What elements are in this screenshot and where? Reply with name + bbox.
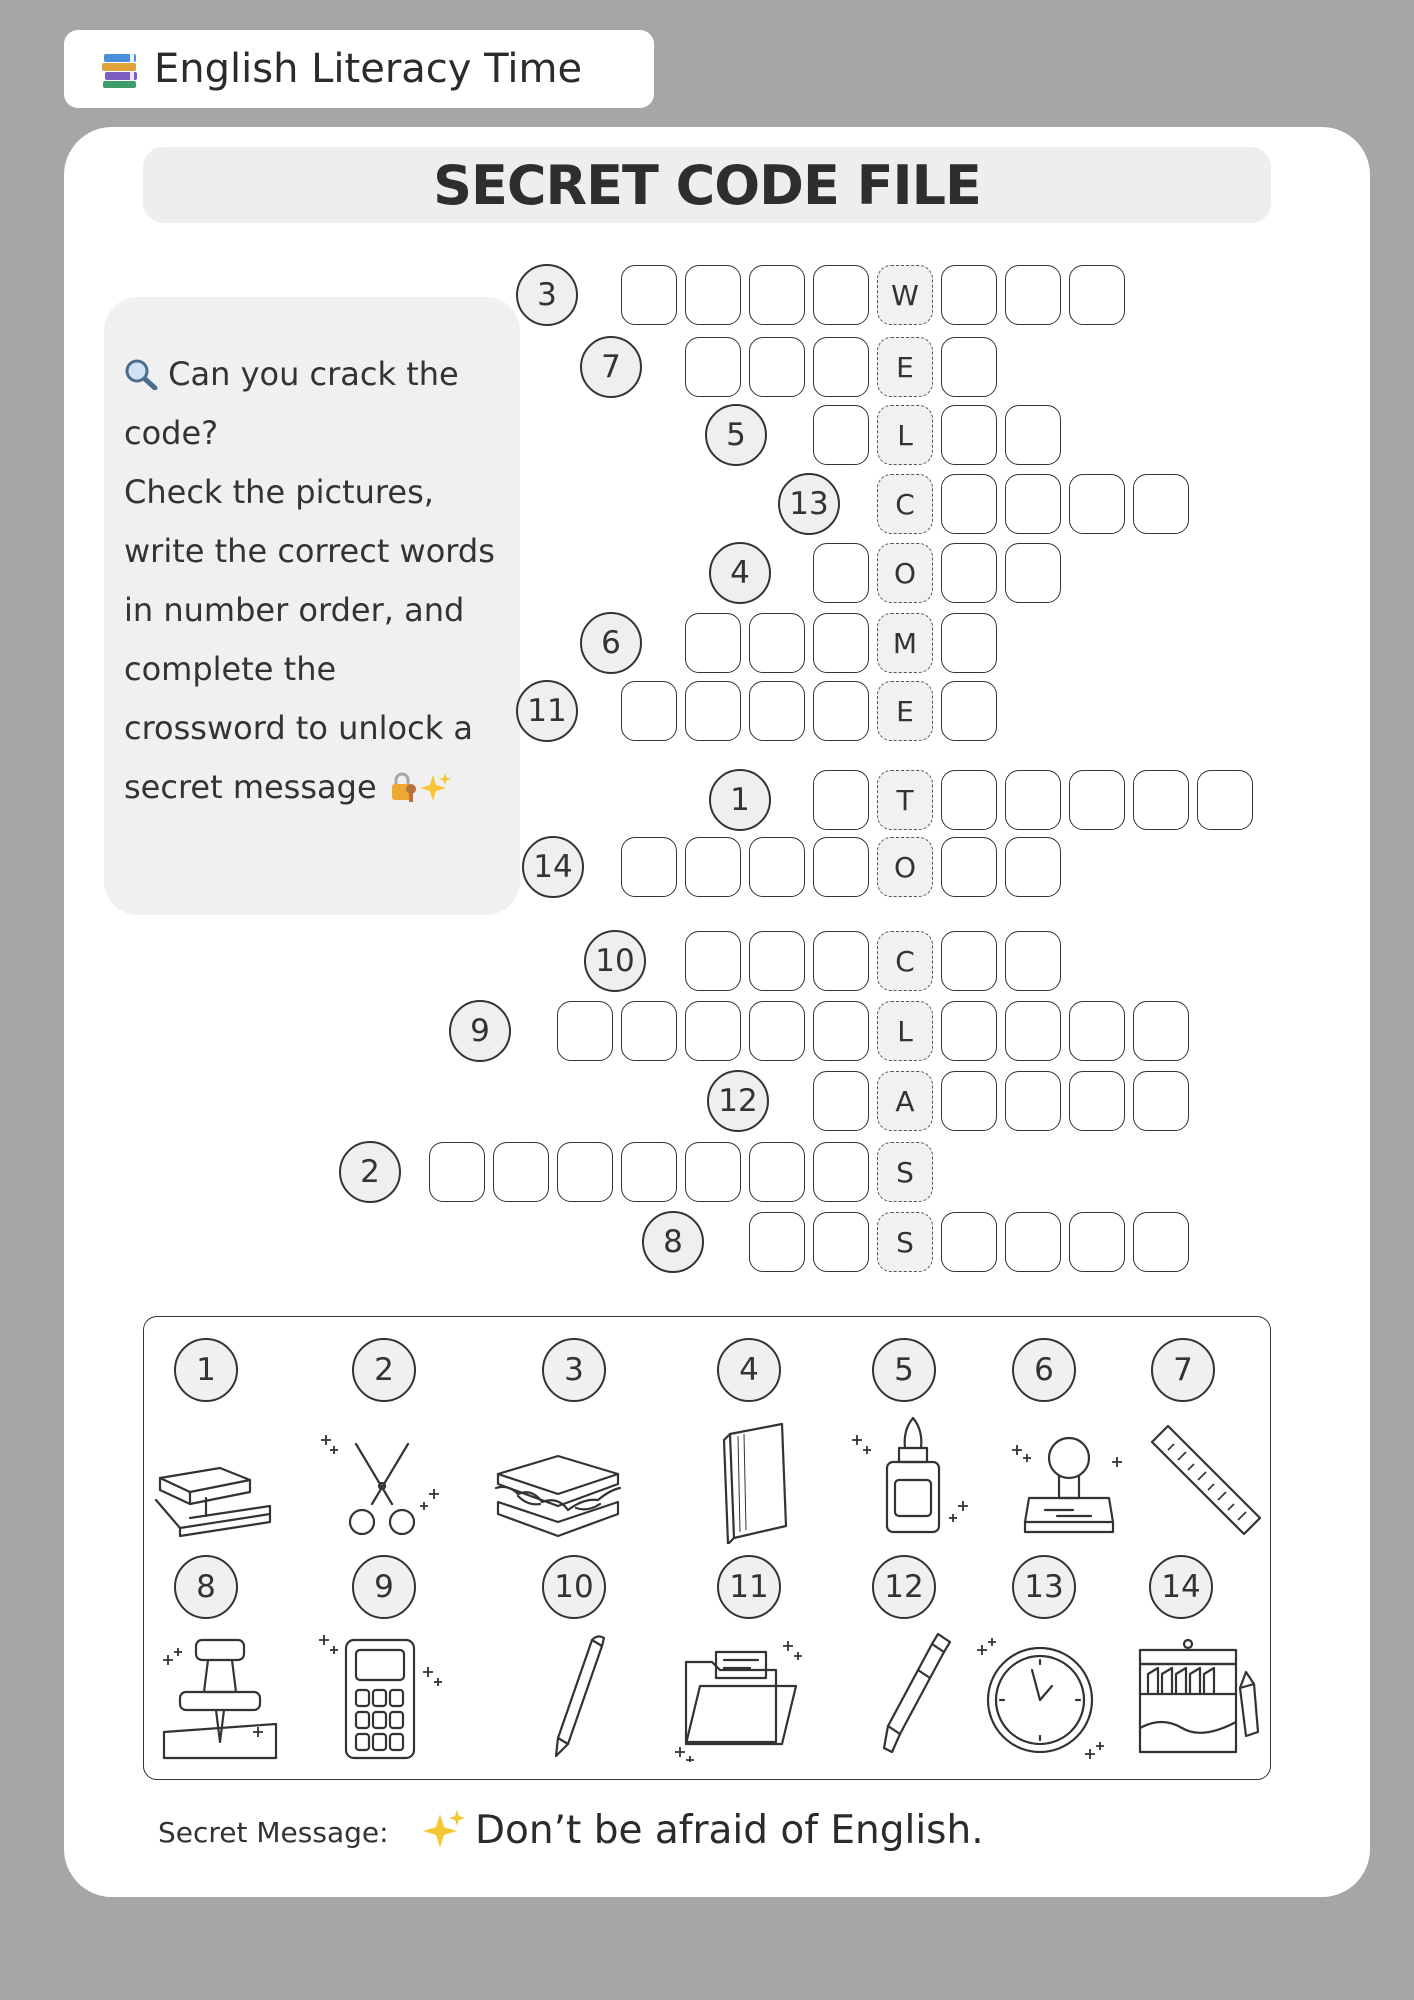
crossword-letter-box[interactable] — [813, 337, 869, 397]
crossword-letter-box[interactable] — [1133, 1001, 1189, 1061]
crossword-clue-number: 12 — [707, 1070, 769, 1132]
crossword-letter-box[interactable] — [941, 931, 997, 991]
crossword-letter-box[interactable] — [749, 1001, 805, 1061]
picture-clue-number: 7 — [1151, 1338, 1215, 1402]
picture-clue-number: 1 — [174, 1338, 238, 1402]
scissors-icon — [312, 1414, 452, 1544]
crossword-clue-number: 9 — [449, 1000, 511, 1062]
crossword-letter-box[interactable] — [1133, 474, 1189, 534]
crossword-letter-box[interactable] — [621, 1142, 677, 1202]
stapler-icon — [150, 1418, 290, 1548]
crossword-letter-box[interactable] — [941, 1212, 997, 1272]
header-title: English Literacy Time — [154, 46, 583, 92]
crossword-clue-number: 1 — [709, 769, 771, 831]
crossword-letter-box[interactable] — [941, 265, 997, 325]
crossword-letter-box[interactable] — [1005, 543, 1061, 603]
crossword-letter-box[interactable] — [813, 1001, 869, 1061]
crossword-letter-box[interactable] — [1005, 474, 1061, 534]
crossword-letter-box[interactable] — [685, 613, 741, 673]
crossword-letter-box[interactable] — [941, 1001, 997, 1061]
glue-bottle-icon — [843, 1410, 983, 1540]
crossword-letter-box[interactable] — [813, 770, 869, 830]
picture-clue-number: 10 — [542, 1555, 606, 1619]
crossword-letter-box[interactable] — [941, 474, 997, 534]
crossword-letter-box[interactable] — [621, 681, 677, 741]
crossword-letter-box[interactable] — [685, 337, 741, 397]
crossword-letter-box[interactable] — [749, 265, 805, 325]
clock-icon — [970, 1634, 1110, 1764]
secret-message-text: Don’t be afraid of English. — [475, 1808, 984, 1853]
crossword-clue-number: 11 — [516, 680, 578, 742]
crossword-key-letter: C — [877, 931, 933, 991]
instructions-question: Can you crack the code? — [124, 355, 459, 452]
crossword-letter-box[interactable] — [749, 681, 805, 741]
crossword-letter-box[interactable] — [1005, 837, 1061, 897]
crossword-key-letter: M — [877, 613, 933, 673]
crossword-clue-number: 3 — [516, 264, 578, 326]
crossword-key-letter: O — [877, 543, 933, 603]
picture-clue-number: 13 — [1012, 1555, 1076, 1619]
crossword-letter-box[interactable] — [941, 770, 997, 830]
instructions-body: Check the pictures, write the correct words in number order, and complete the crossword to unlock a secret message — [124, 473, 495, 806]
crossword-key-letter: O — [877, 837, 933, 897]
crossword-letter-box[interactable] — [1197, 770, 1253, 830]
crossword-letter-box[interactable] — [1005, 265, 1061, 325]
picture-clue-number: 4 — [717, 1338, 781, 1402]
crossword-letter-box[interactable] — [621, 837, 677, 897]
crossword-letter-box[interactable] — [1005, 405, 1061, 465]
crossword-letter-box[interactable] — [941, 405, 997, 465]
crossword-clue-number: 14 — [522, 836, 584, 898]
crossword-letter-box[interactable] — [813, 1071, 869, 1131]
sandwich-icon — [488, 1418, 628, 1548]
crossword-clue-number: 5 — [705, 404, 767, 466]
crossword-letter-box[interactable] — [429, 1142, 485, 1202]
crossword-letter-box[interactable] — [493, 1142, 549, 1202]
picture-clue-number: 2 — [352, 1338, 416, 1402]
calculator-icon — [310, 1632, 450, 1762]
crossword-letter-box[interactable] — [1133, 1212, 1189, 1272]
picture-clue-number: 11 — [717, 1555, 781, 1619]
crossword-letter-box[interactable] — [941, 543, 997, 603]
crossword-letter-box[interactable] — [749, 337, 805, 397]
worksheet-title: SECRET CODE FILE — [433, 153, 981, 217]
crossword-letter-box[interactable] — [1005, 1071, 1061, 1131]
crossword-letter-box[interactable] — [557, 1142, 613, 1202]
crossword-letter-box[interactable] — [1069, 265, 1125, 325]
crossword-letter-box[interactable] — [621, 265, 677, 325]
crossword-letter-box[interactable] — [813, 837, 869, 897]
books-icon — [100, 48, 142, 90]
crossword-letter-box[interactable] — [1069, 1212, 1125, 1272]
crossword-letter-box[interactable] — [1069, 1071, 1125, 1131]
crossword-key-letter: W — [877, 265, 933, 325]
picture-clue-number: 3 — [542, 1338, 606, 1402]
crossword-letter-box[interactable] — [685, 681, 741, 741]
marker-icon — [840, 1630, 980, 1760]
crossword-letter-box[interactable] — [813, 931, 869, 991]
crossword-letter-box[interactable] — [749, 613, 805, 673]
crossword-letter-box[interactable] — [749, 1212, 805, 1272]
crossword-key-letter: S — [877, 1212, 933, 1272]
crossword-key-letter: E — [877, 337, 933, 397]
crossword-clue-number: 4 — [709, 542, 771, 604]
crossword-clue-number: 8 — [642, 1211, 704, 1273]
crossword-letter-box[interactable] — [813, 405, 869, 465]
crossword-clue-number: 7 — [580, 336, 642, 398]
picture-clue-number: 12 — [872, 1555, 936, 1619]
crossword-letter-box[interactable] — [941, 613, 997, 673]
crossword-key-letter: L — [877, 1001, 933, 1061]
crossword-letter-box[interactable] — [621, 1001, 677, 1061]
sparkles-icon — [422, 1808, 466, 1852]
crossword-letter-box[interactable] — [941, 681, 997, 741]
crossword-clue-number: 2 — [339, 1141, 401, 1203]
pushpin-icon — [150, 1632, 290, 1762]
crayon-box-icon — [1122, 1632, 1262, 1762]
crossword-key-letter: S — [877, 1142, 933, 1202]
crossword-clue-number: 10 — [584, 930, 646, 992]
header-tab — [64, 30, 654, 108]
lock-key-icon — [387, 771, 419, 803]
crossword-letter-box[interactable] — [749, 1142, 805, 1202]
crossword-key-letter: E — [877, 681, 933, 741]
crossword-letter-box[interactable] — [813, 613, 869, 673]
crossword-letter-box[interactable] — [813, 265, 869, 325]
crossword-letter-box[interactable] — [813, 681, 869, 741]
stamp-icon — [999, 1418, 1139, 1548]
crossword-letter-box[interactable] — [813, 1212, 869, 1272]
crossword-key-letter: A — [877, 1071, 933, 1131]
book-icon — [686, 1414, 826, 1544]
crossword-letter-box[interactable] — [1069, 1001, 1125, 1061]
crossword-letter-box[interactable] — [1133, 770, 1189, 830]
crossword-letter-box[interactable] — [941, 337, 997, 397]
worksheet-title-bar — [143, 147, 1271, 223]
picture-clue-number: 5 — [872, 1338, 936, 1402]
picture-clue-number: 14 — [1149, 1555, 1213, 1619]
crossword-letter-box[interactable] — [941, 1071, 997, 1131]
crossword-letter-box[interactable] — [1005, 1212, 1061, 1272]
sparkles-icon — [419, 771, 451, 803]
magnifier-icon — [124, 358, 158, 390]
crossword-key-letter: T — [877, 770, 933, 830]
folder-icon — [666, 1632, 806, 1762]
crossword-letter-box[interactable] — [1005, 770, 1061, 830]
crossword-letter-box[interactable] — [1005, 931, 1061, 991]
pencil-icon — [510, 1632, 650, 1762]
crossword-letter-box[interactable] — [557, 1001, 613, 1061]
picture-clue-number: 9 — [352, 1555, 416, 1619]
ruler-icon — [1132, 1418, 1272, 1548]
crossword-key-letter: L — [877, 405, 933, 465]
crossword-clue-number: 6 — [580, 612, 642, 674]
crossword-letter-box[interactable] — [1133, 1071, 1189, 1131]
crossword-letter-box[interactable] — [685, 931, 741, 991]
crossword-letter-box[interactable] — [685, 1142, 741, 1202]
crossword-letter-box[interactable] — [1069, 474, 1125, 534]
crossword-letter-box[interactable] — [941, 837, 997, 897]
picture-clue-number: 6 — [1012, 1338, 1076, 1402]
crossword-letter-box[interactable] — [1069, 770, 1125, 830]
crossword-letter-box[interactable] — [685, 1001, 741, 1061]
crossword-key-letter: C — [877, 474, 933, 534]
crossword-letter-box[interactable] — [749, 931, 805, 991]
crossword-clue-number: 13 — [778, 473, 840, 535]
crossword-letter-box[interactable] — [813, 543, 869, 603]
picture-clue-number: 8 — [174, 1555, 238, 1619]
crossword-letter-box[interactable] — [813, 1142, 869, 1202]
crossword-letter-box[interactable] — [685, 837, 741, 897]
secret-message-label: Secret Message: — [158, 1816, 389, 1849]
crossword-letter-box[interactable] — [749, 837, 805, 897]
instructions-box — [104, 297, 520, 915]
crossword-letter-box[interactable] — [1005, 1001, 1061, 1061]
crossword-letter-box[interactable] — [685, 265, 741, 325]
